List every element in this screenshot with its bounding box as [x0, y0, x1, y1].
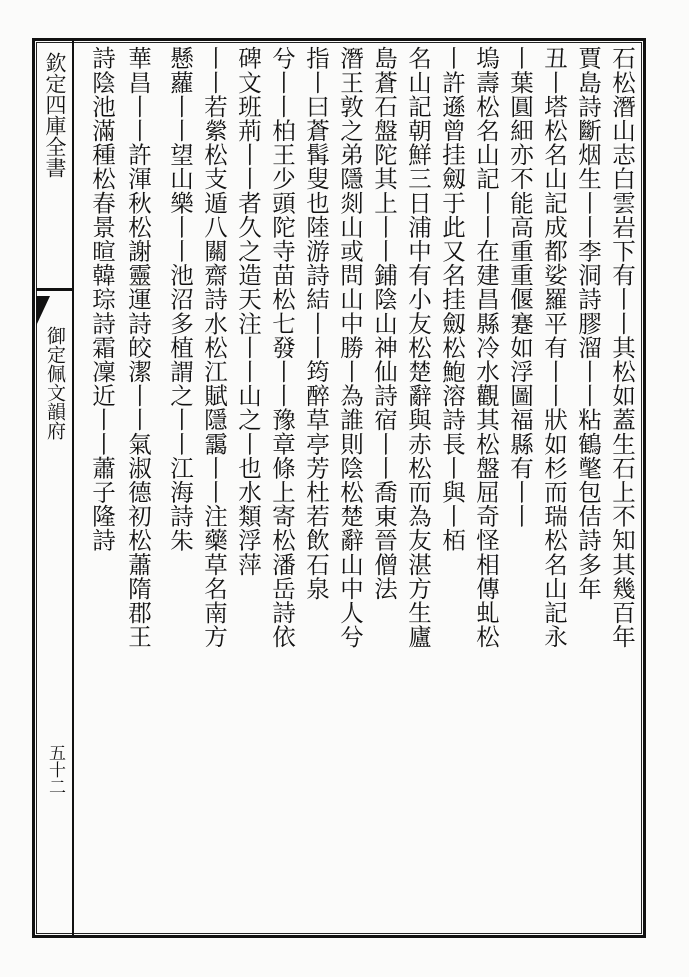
section-title: 御定佩文韻府 — [44, 326, 66, 440]
text-column-9: 潛王敦之弟隱剡山或問山中勝丨為誰則陰松楚辭山中人兮 — [336, 46, 364, 649]
text-column-5: 塢壽松名山記丨丨在建昌縣冷水觀其松盤屈奇怪相傳虬松 — [472, 46, 500, 649]
text-column-1: 石松潛山志白雲岩下有丨丨其松如蓋生石上不知其幾百年 — [608, 46, 636, 649]
text-column-14: 懸蘿丨丨望山樂丨丨池沼多植謂之丨丨江海詩朱 — [166, 46, 194, 553]
text-column-3: 丑丨塔松名山記成都娑羅平有丨丨狀如杉而瑞松名山記永 — [540, 46, 568, 649]
text-column-13: 丨丨若縈松支遁八關齋詩水松江賦隱靄丨丨注藥草名南方 — [200, 46, 228, 649]
text-column-11: 兮丨丨柏王少頭陀寺苗松七發丨丨豫章條上寄松潘岳詩依 — [268, 46, 296, 649]
text-column-2: 賈島詩斷烟生丨丨李洞詩膠溜丨丨粘鶴氅包佶詩多年 — [574, 46, 602, 601]
book-title: 欽定四庫全書 — [43, 52, 67, 178]
text-column-7: 名山記朝鮮三日浦中有小友松楚辭與赤松而為友湛方生廬 — [404, 46, 432, 649]
text-column-8: 島蒼石盤陀其上丨丨鋪陰山神仙詩宿丨丨喬東晉僧法 — [370, 46, 398, 601]
text-column-16: 詩陰池滿種松春景暄韓琮詩霜凜近丨丨蕭子隆詩 — [88, 46, 116, 553]
text-column-4: 丨葉圓細亦不能高重重偃蹇如浮圖福縣有丨丨 — [506, 46, 534, 528]
text-column-6: 丨許遜曾挂劔于此又名挂劔松鮑溶詩長丨與丨栢 — [438, 46, 466, 553]
gutter-divider — [36, 288, 74, 291]
text-column-12: 碑文班荊丨丨者久之造天注丨丨山之丨也水類浮萍 — [234, 46, 262, 577]
page-number: 五十二 — [45, 744, 65, 795]
text-column-10: 指丨曰蒼髯叟也陸游詩結丨丨筠醉草亭芳杜若飲石泉 — [302, 46, 330, 601]
fishtail-mark — [36, 296, 50, 326]
text-column-15: 華昌丨丨許渾秋松謝靈運詩皎潔丨丨氣淑德初松蕭隋郡王 — [124, 46, 152, 649]
